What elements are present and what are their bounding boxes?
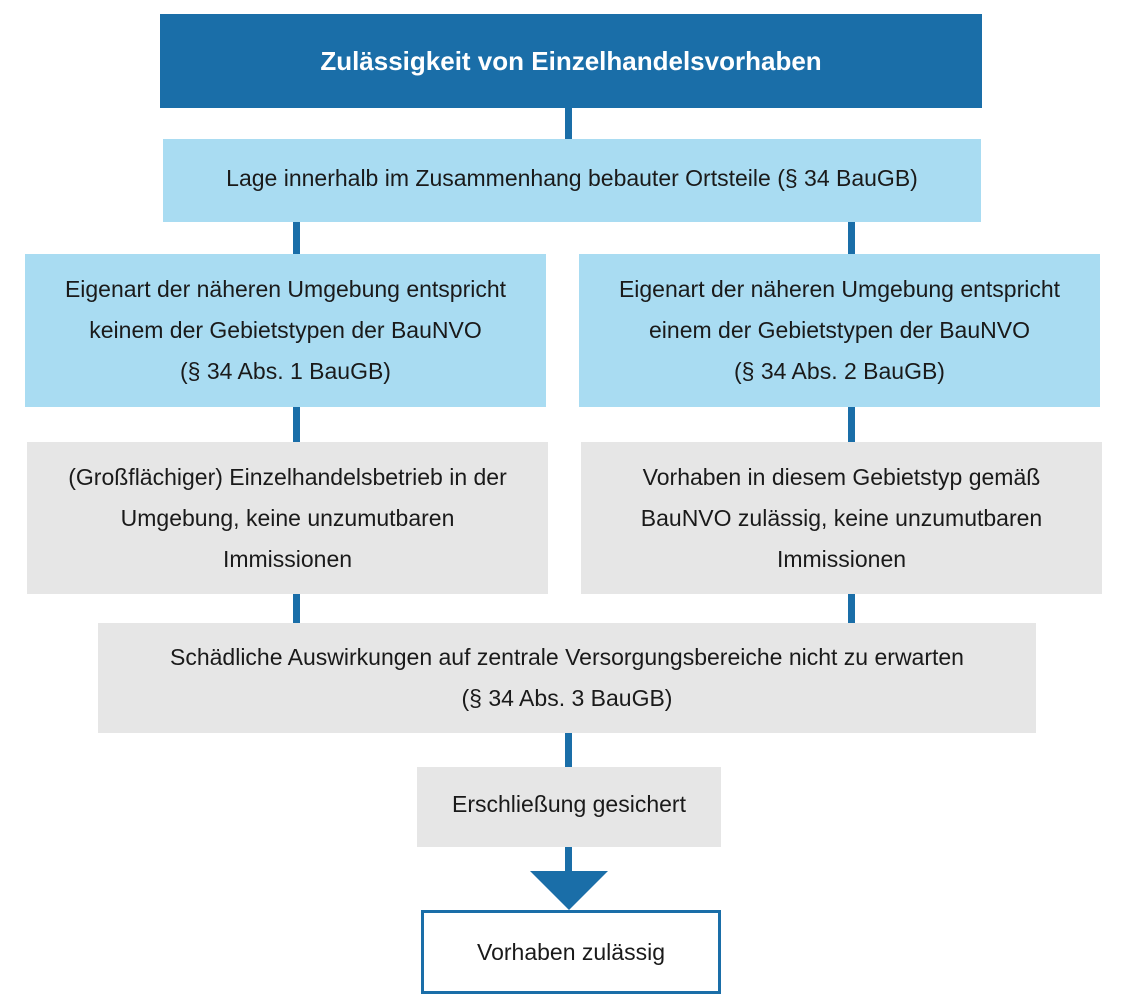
right-top-text (619, 269, 1060, 392)
left-mid-text (68, 457, 507, 580)
connector-schaedlich-erschliessung (565, 733, 572, 768)
connector-erschliessung-arrow (565, 847, 572, 872)
schaedlich-box (98, 623, 1036, 733)
connector-left-top-mid (293, 407, 300, 443)
lage-box (163, 139, 981, 222)
right-mid-text (641, 457, 1042, 580)
left-mid-line: (Großflächiger) Einzelhandelsbetrieb in der (68, 463, 507, 490)
left-mid-line: Umgebung, keine unzumutbaren (120, 504, 455, 531)
erschliessung-text: Erschließung gesichert (452, 790, 686, 817)
right-mid-line: Vorhaben in diesem Gebietstyp gemäß (642, 463, 1041, 490)
left-mid-box (27, 442, 548, 594)
diagram-title (160, 14, 982, 108)
right-mid-line: BauNVO zulässig, keine unzumutbaren (640, 504, 1043, 531)
schaedlich-line: Schädliche Auswirkungen auf zentrale Versorgungsbereiche nicht zu erwarten (170, 644, 964, 670)
right-top-line: Eigenart der näheren Umgebung entspricht (618, 276, 1061, 302)
schaedlich-line: (§ 34 Abs. 3 BauGB) (461, 685, 673, 711)
left-top-line: (§ 34 Abs. 1 BauGB) (180, 358, 391, 384)
left-top-line: Eigenart der näheren Umgebung entspricht (64, 276, 507, 302)
right-top-line: (§ 34 Abs. 2 BauGB) (734, 358, 945, 384)
right-top-line: einem der Gebietstypen der BauNVO (649, 317, 1030, 343)
lage-text: Lage innerhalb im Zusammenhang bebauter Ortsteile (§ 34 BauGB) (226, 165, 918, 191)
left-top-text (65, 269, 506, 392)
right-mid-box (581, 442, 1102, 594)
erschliessung-box (417, 767, 721, 847)
down-arrow-icon (530, 871, 608, 910)
result-text: Vorhaben zulässig (477, 938, 665, 965)
connector-left-mid-schaedlich (293, 594, 300, 624)
connector-right-top-mid (848, 407, 855, 443)
connector-lage-left (293, 222, 300, 255)
left-top-box (25, 254, 546, 407)
connector-lage-right (848, 222, 855, 255)
right-top-box (579, 254, 1100, 407)
connector-title-lage (565, 108, 572, 140)
connector-right-mid-schaedlich (848, 594, 855, 624)
result-box (421, 910, 721, 994)
left-mid-line: Immissionen (222, 545, 353, 572)
schaedlich-text (170, 637, 964, 719)
diagram-title-text: Zulässigkeit von Einzelhandelsvorhaben (320, 45, 822, 76)
right-mid-line: Immissionen (776, 545, 907, 572)
left-top-line: keinem der Gebietstypen der BauNVO (89, 317, 482, 343)
